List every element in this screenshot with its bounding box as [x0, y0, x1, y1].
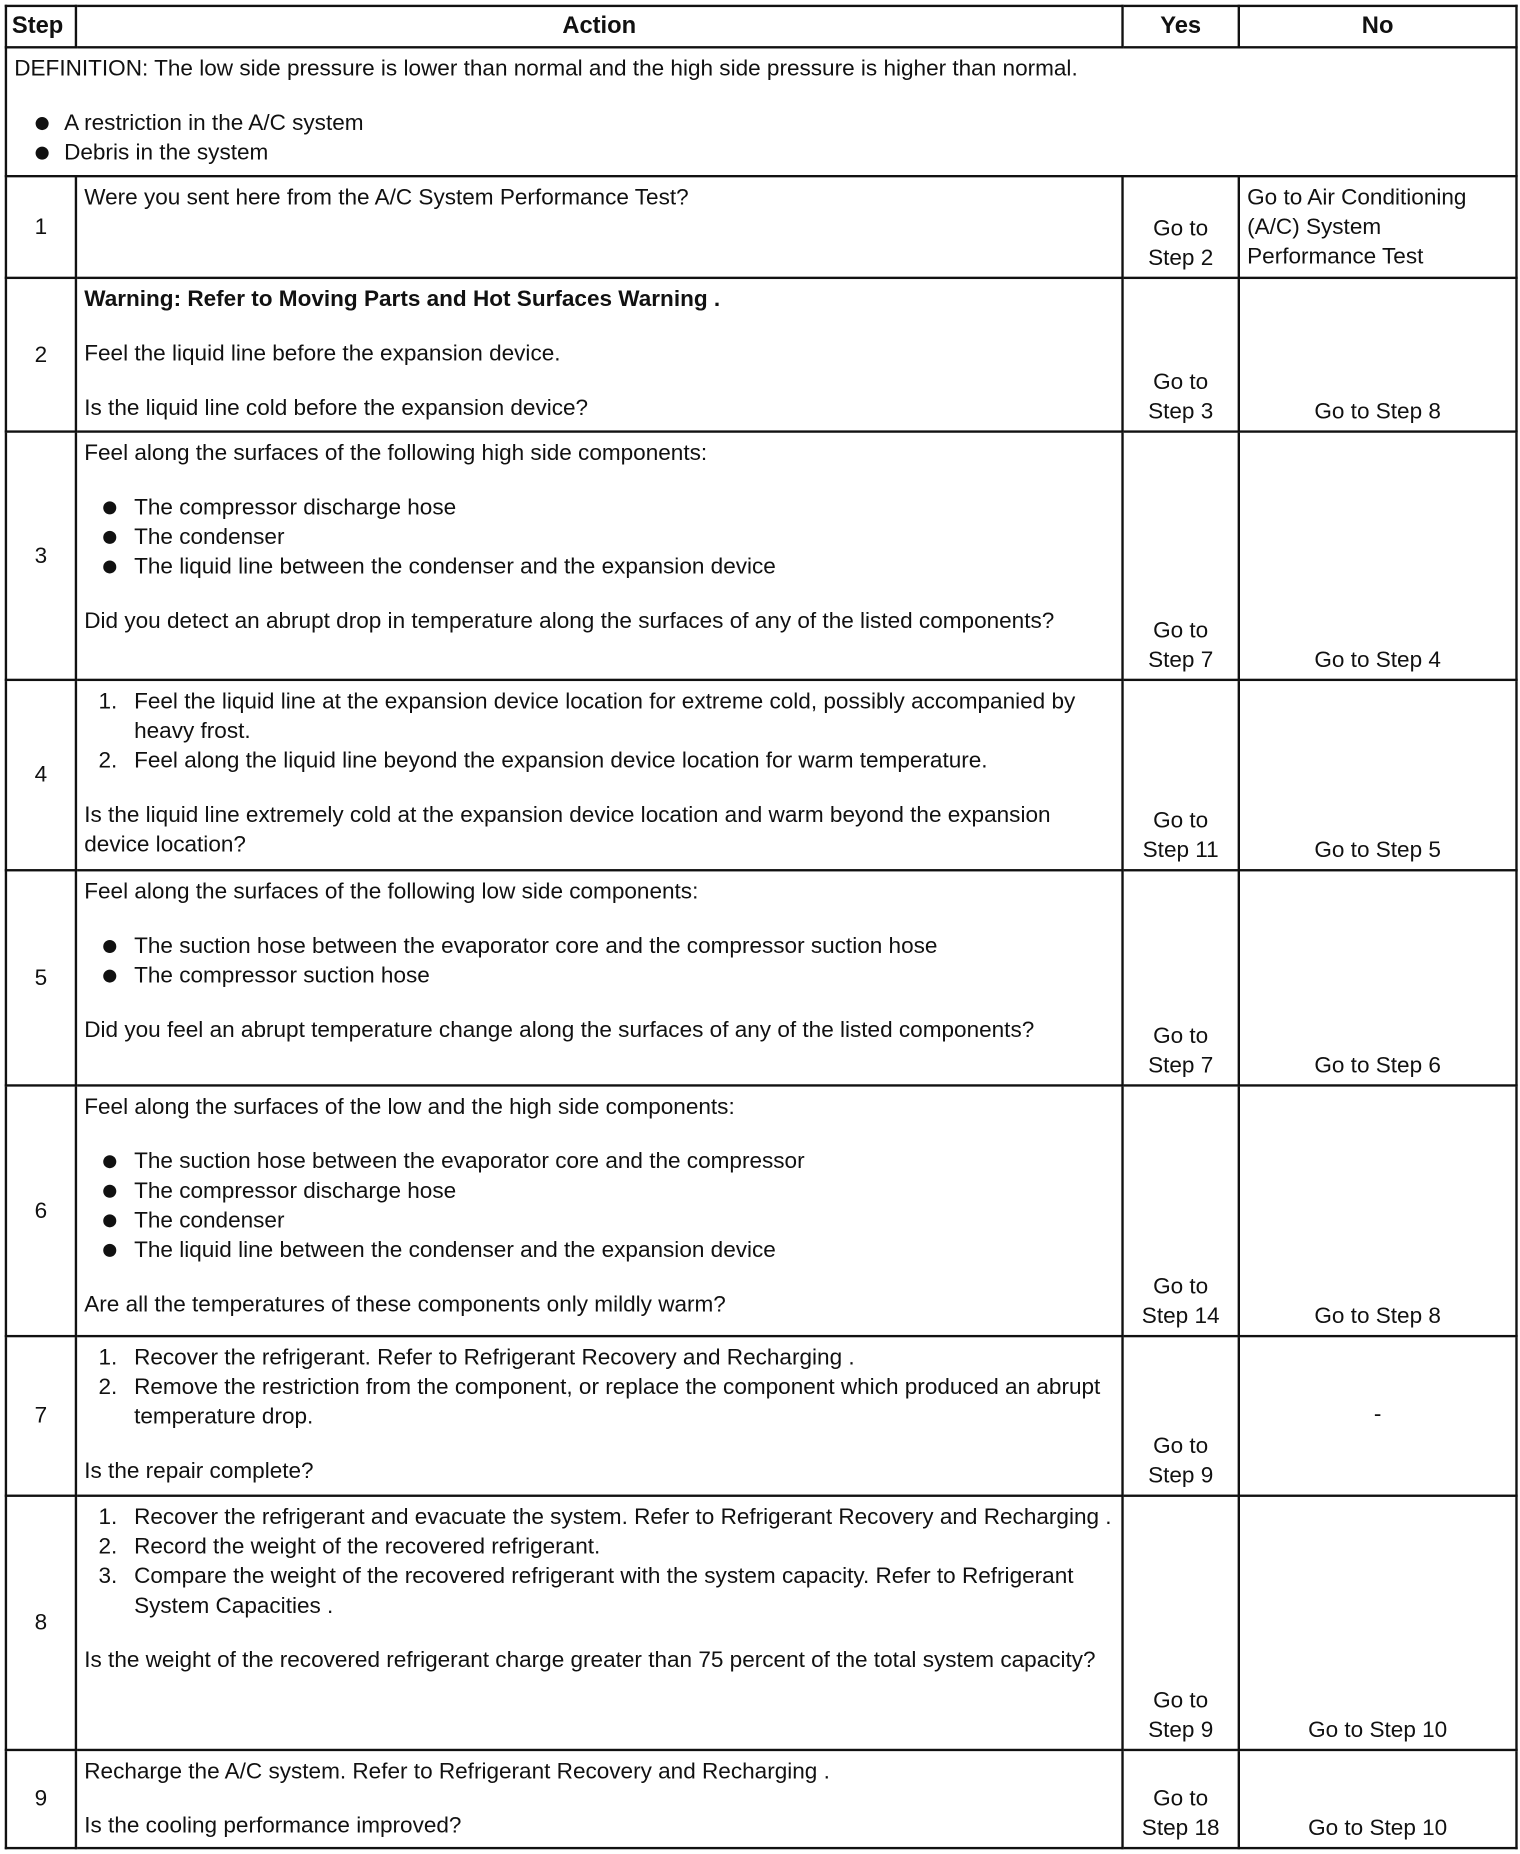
step-row-1 — [6, 176, 1517, 278]
no-cell: Go to Step 10 — [1239, 1750, 1517, 1848]
list-item: 1. Recover the refrigerant. Refer to Refrigerant Recovery and Recharging . — [98, 1345, 855, 1371]
step-row-6 — [6, 1085, 1517, 1336]
yes-cell — [1123, 680, 1239, 870]
step-row-8 — [6, 1496, 1517, 1750]
list-item: The compressor discharge hose — [84, 493, 1114, 523]
yes-step: Step 9 — [1148, 1718, 1214, 1743]
intro-text: Feel along the surfaces of the low and the high side components: — [84, 1094, 735, 1120]
yes-cell — [1123, 1336, 1239, 1496]
action-cell — [76, 176, 1123, 278]
yes-cell — [1123, 1750, 1239, 1848]
yes-step: Step 3 — [1148, 399, 1214, 425]
step-number: 3 — [6, 432, 76, 680]
list-item: 3. Compare the weight of the recovered refrigerant with the system capacity. Refer to Refrigerant System Capacities . — [98, 1564, 1074, 1619]
step-number: 4 — [6, 680, 76, 870]
numbered-list — [84, 1343, 1114, 1432]
definition-bullet: A restriction in the A/C system — [14, 109, 1508, 139]
list-item: 1. Feel the liquid line at the expansion device location for extreme cold, possibly accompanied by heavy frost. — [98, 689, 1076, 744]
yes-go-to: Go to — [1153, 216, 1209, 242]
list-item: The compressor suction hose — [84, 961, 1114, 991]
definition-cell — [6, 47, 1517, 176]
question-text: Is the repair complete? — [84, 1459, 314, 1484]
no-cell: Go to Step 5 — [1239, 680, 1517, 870]
list-item: The compressor discharge hose — [84, 1176, 1114, 1206]
no-cell: Go to Step 8 — [1239, 278, 1517, 432]
step-number: 9 — [6, 1750, 76, 1848]
instruction-text: Feel the liquid line before the expansion device. — [84, 341, 561, 367]
yes-go-to: Go to — [1153, 618, 1209, 644]
header-action: Action — [76, 6, 1123, 47]
action-cell — [76, 1750, 1123, 1848]
definition-row — [6, 47, 1517, 176]
no-cell: Go to Step 10 — [1239, 1496, 1517, 1750]
warning-text: Warning: Refer to Moving Parts and Hot Surfaces Warning . — [84, 287, 721, 313]
step-row-2 — [6, 278, 1517, 432]
question-text: Did you detect an abrupt drop in temperature along the surfaces of any of the listed components? — [84, 608, 1055, 634]
step-number: 1 — [6, 176, 76, 278]
yes-go-to: Go to — [1153, 1274, 1209, 1300]
yes-step: Step 14 — [1141, 1304, 1220, 1330]
action-cell — [76, 1085, 1123, 1336]
yes-step: Step 7 — [1148, 1053, 1214, 1079]
question-text: Is the liquid line cold before the expansion device? — [84, 396, 589, 421]
list-item: 1. Recover the refrigerant and evacuate the system. Refer to Refrigerant Recovery and Recharging . — [98, 1505, 1112, 1531]
numbered-list — [84, 1503, 1114, 1621]
definition-bullets — [14, 109, 1508, 168]
yes-go-to: Go to — [1153, 1023, 1209, 1049]
list-item: 2. Record the weight of the recovered refrigerant. — [98, 1534, 601, 1560]
list-item: The liquid line between the condenser and the expansion device — [84, 1236, 1114, 1266]
step-number: 2 — [6, 278, 76, 432]
yes-cell — [1123, 1085, 1239, 1336]
component-list — [84, 493, 1114, 582]
yes-cell — [1123, 432, 1239, 680]
list-item: The condenser — [84, 1206, 1114, 1236]
yes-cell — [1123, 1496, 1239, 1750]
yes-cell — [1123, 870, 1239, 1085]
step-number: 7 — [6, 1336, 76, 1496]
action-cell — [76, 680, 1123, 870]
numbered-list — [84, 687, 1114, 776]
yes-go-to: Go to — [1153, 1434, 1209, 1460]
step-number: 5 — [6, 870, 76, 1085]
list-item: The condenser — [84, 523, 1114, 553]
action-cell — [76, 870, 1123, 1085]
yes-step: Step 7 — [1148, 647, 1214, 673]
question-text: Is the cooling performance improved? — [84, 1813, 462, 1839]
yes-go-to: Go to — [1153, 808, 1209, 834]
header-row — [6, 6, 1517, 47]
step-number: 6 — [6, 1085, 76, 1336]
definition-text: DEFINITION: The low side pressure is lower than normal and the high side pressure is higher than normal. — [14, 56, 1078, 82]
yes-cell — [1123, 278, 1239, 432]
diagnostic-table — [5, 5, 1518, 1850]
header-yes: Yes — [1123, 6, 1239, 47]
no-cell: - — [1239, 1336, 1517, 1496]
yes-step: Step 18 — [1141, 1816, 1220, 1841]
no-cell: Go to Step 6 — [1239, 870, 1517, 1085]
step-row-3 — [6, 432, 1517, 680]
instruction-text: Recharge the A/C system. Refer to Refrigerant Recovery and Recharging . — [84, 1759, 830, 1785]
step-row-4 — [6, 680, 1517, 870]
no-cell: Go to Step 8 — [1239, 1085, 1517, 1336]
yes-cell — [1123, 176, 1239, 278]
definition-bullet: Debris in the system — [14, 138, 1508, 168]
action-cell — [76, 1496, 1123, 1750]
action-cell — [76, 432, 1123, 680]
component-list — [84, 1147, 1114, 1265]
yes-go-to: Go to — [1153, 1688, 1209, 1714]
no-cell: Go to Air Conditioning (A/C) System Performance Test — [1239, 176, 1517, 278]
list-item: 2. Remove the restriction from the component, or replace the component which produced an abrupt temperature drop. — [98, 1375, 1101, 1430]
header-step: Step — [6, 6, 76, 47]
no-cell: Go to Step 4 — [1239, 432, 1517, 680]
list-item: The suction hose between the evaporator core and the compressor — [84, 1147, 1114, 1177]
yes-go-to: Go to — [1153, 1786, 1209, 1812]
yes-step: Step 11 — [1142, 838, 1219, 864]
intro-text: Feel along the surfaces of the following low side components: — [84, 879, 699, 905]
question-text: Are all the temperatures of these components only mildly warm? — [84, 1292, 726, 1318]
step-row-9 — [6, 1750, 1517, 1848]
list-item: The liquid line between the condenser and the expansion device — [84, 552, 1114, 582]
step-row-7 — [6, 1336, 1517, 1496]
question-text: Is the weight of the recovered refrigerant charge greater than 75 percent of the total system capacity? — [84, 1648, 1096, 1674]
step-row-5 — [6, 870, 1517, 1085]
component-list — [84, 932, 1114, 991]
step-number: 8 — [6, 1496, 76, 1750]
yes-step: Step 9 — [1148, 1463, 1214, 1489]
header-no: No — [1239, 6, 1517, 47]
question-text: Were you sent here from the A/C System Performance Test? — [84, 185, 689, 211]
yes-go-to: Go to — [1153, 370, 1209, 395]
list-item: The suction hose between the evaporator core and the compressor suction hose — [84, 932, 1114, 962]
list-item: 2. Feel along the liquid line beyond the expansion device location for warm temperature. — [98, 748, 988, 774]
yes-step: Step 2 — [1148, 245, 1214, 271]
question-text: Did you feel an abrupt temperature change along the surfaces of any of the listed components? — [84, 1018, 1035, 1043]
action-cell — [76, 278, 1123, 432]
question-text: Is the liquid line extremely cold at the expansion device location and warm beyond the expansion device location? — [84, 802, 1051, 858]
intro-text: Feel along the surfaces of the following high side components: — [84, 441, 708, 466]
action-cell — [76, 1336, 1123, 1496]
